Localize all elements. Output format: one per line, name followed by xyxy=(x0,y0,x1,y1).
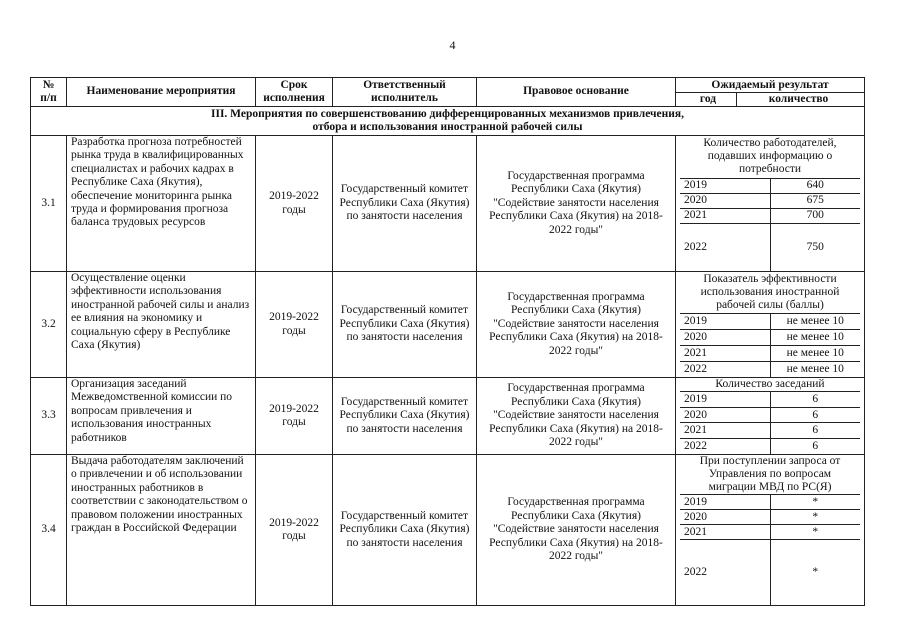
result-year-row xyxy=(680,495,860,510)
result-year-row xyxy=(680,314,860,330)
result-value: не менее 10 xyxy=(770,345,860,361)
row-term: 2019-2022 годы xyxy=(256,136,333,272)
result-value: 640 xyxy=(770,178,860,193)
result-year-row xyxy=(680,392,860,408)
result-value: не менее 10 xyxy=(770,314,860,330)
header-term: Срок исполнения xyxy=(256,78,333,107)
page-number: 4 xyxy=(449,38,456,52)
result-value: 6 xyxy=(770,438,860,454)
result-caption: При поступлении запроса от Управления по вопросам миграции МВД по РС(Я) xyxy=(680,455,860,495)
result-value: 675 xyxy=(770,193,860,208)
row-name: Выдача работодателям заключений о привлечении и об использовании иностранных работников в соответствии с законодательством о правовом положении иностранных граждан в Российской Федерации xyxy=(67,455,256,606)
result-year: 2021 xyxy=(680,423,770,439)
result-year-row xyxy=(680,223,860,271)
header-year: год xyxy=(680,93,737,106)
result-year: 2021 xyxy=(680,208,770,223)
row-name: Осуществление оценки эффективности использования иностранной рабочей силы и анализ ее влияния на экономику и социальную сферу в Республике Саха (Якутия) xyxy=(67,272,256,378)
row-number: 3.2 xyxy=(31,272,67,378)
result-value: не менее 10 xyxy=(770,330,860,346)
result-year-row xyxy=(680,345,860,361)
result-year: 2019 xyxy=(680,178,770,193)
result-year: 2020 xyxy=(680,193,770,208)
result-value: * xyxy=(770,495,860,510)
result-year-row xyxy=(680,361,860,377)
result-value: 700 xyxy=(770,208,860,223)
row-term: 2019-2022 годы xyxy=(256,455,333,606)
result-value: * xyxy=(770,525,860,540)
result-year: 2020 xyxy=(680,510,770,525)
row-number: 3.3 xyxy=(31,378,67,455)
row-name: Разработка прогноза потребностей рынка труда в квалифицированных специалистах и рабочих кадрах в Республике Саха (Якутия), обеспечение мониторинга рынка труда и формирования прогноза баланса трудовых ресурсов xyxy=(67,136,256,272)
row-number: 3.4 xyxy=(31,455,67,606)
result-year: 2019 xyxy=(680,392,770,408)
row-responsible: Государственный комитет Республики Саха (Якутия) по занятости населения xyxy=(333,272,477,378)
header-num: № п/п xyxy=(31,78,67,107)
row-term: 2019-2022 годы xyxy=(256,378,333,455)
result-value: 6 xyxy=(770,392,860,408)
result-year: 2022 xyxy=(680,361,770,377)
header-expected-result: Ожидаемый результат xyxy=(676,78,865,93)
result-year-row xyxy=(680,208,860,223)
row-number: 3.1 xyxy=(31,136,67,272)
result-year: 2019 xyxy=(680,314,770,330)
result-year-row xyxy=(680,540,860,605)
row-legal-basis: Государственная программа Республики Саха (Якутия) "Содействие занятости населения Республики Саха (Якутия) на 2018-2022 годы" xyxy=(477,455,676,606)
row-expected-result xyxy=(676,272,865,378)
result-year: 2020 xyxy=(680,407,770,423)
result-year: 2019 xyxy=(680,495,770,510)
result-value: 750 xyxy=(770,223,860,271)
result-year-row xyxy=(680,423,860,439)
result-year-row xyxy=(680,330,860,346)
row-legal-basis: Государственная программа Республики Саха (Якутия) "Содействие занятости населения Республики Саха (Якутия) на 2018-2022 годы" xyxy=(477,136,676,272)
row-expected-result xyxy=(676,455,865,606)
row-name: Организация заседаний Межведомственной комиссии по вопросам привлечения и использования иностранных работников xyxy=(67,378,256,455)
result-value: не менее 10 xyxy=(770,361,860,377)
result-caption: Показатель эффективности использования иностранной рабочей силы (баллы) xyxy=(680,272,860,314)
result-caption: Количество заседаний xyxy=(680,378,860,392)
table-row xyxy=(31,136,865,272)
result-year: 2021 xyxy=(680,525,770,540)
row-expected-result xyxy=(676,136,865,272)
result-value: * xyxy=(770,540,860,605)
header-responsible: Ответственный исполнитель xyxy=(333,78,477,107)
section-title: III. Мероприятия по совершенствованию дифференцированных механизмов привлечения, отбора и использования иностранной рабочей силы xyxy=(31,107,865,136)
table-row xyxy=(31,272,865,378)
result-year: 2022 xyxy=(680,223,770,271)
row-term: 2019-2022 годы xyxy=(256,272,333,378)
row-expected-result xyxy=(676,378,865,455)
row-legal-basis: Государственная программа Республики Саха (Якутия) "Содействие занятости населения Республики Саха (Якутия) на 2018-2022 годы" xyxy=(477,378,676,455)
result-value: * xyxy=(770,510,860,525)
header-legal: Правовое основание xyxy=(477,78,676,107)
result-year-row xyxy=(680,510,860,525)
row-responsible: Государственный комитет Республики Саха (Якутия) по занятости населения xyxy=(333,378,477,455)
result-year-row xyxy=(680,525,860,540)
row-responsible: Государственный комитет Республики Саха (Якутия) по занятости населения xyxy=(333,455,477,606)
measures-table xyxy=(30,77,865,606)
result-year: 2020 xyxy=(680,330,770,346)
table-row xyxy=(31,378,865,455)
result-year: 2022 xyxy=(680,438,770,454)
result-value: 6 xyxy=(770,407,860,423)
result-year-row xyxy=(680,438,860,454)
result-caption: Количество работодателей, подавших информацию о потребности xyxy=(680,136,860,178)
result-year-row xyxy=(680,407,860,423)
result-year-row xyxy=(680,193,860,208)
row-responsible: Государственный комитет Республики Саха (Якутия) по занятости населения xyxy=(333,136,477,272)
table-row xyxy=(31,455,865,606)
result-year: 2022 xyxy=(680,540,770,605)
result-year: 2021 xyxy=(680,345,770,361)
result-year-row xyxy=(680,178,860,193)
header-quantity: количество xyxy=(737,93,861,106)
row-legal-basis: Государственная программа Республики Саха (Якутия) "Содействие занятости населения Республики Саха (Якутия) на 2018-2022 годы" xyxy=(477,272,676,378)
header-year-quantity xyxy=(676,93,865,107)
result-value: 6 xyxy=(770,423,860,439)
header-name: Наименование мероприятия xyxy=(67,78,256,107)
